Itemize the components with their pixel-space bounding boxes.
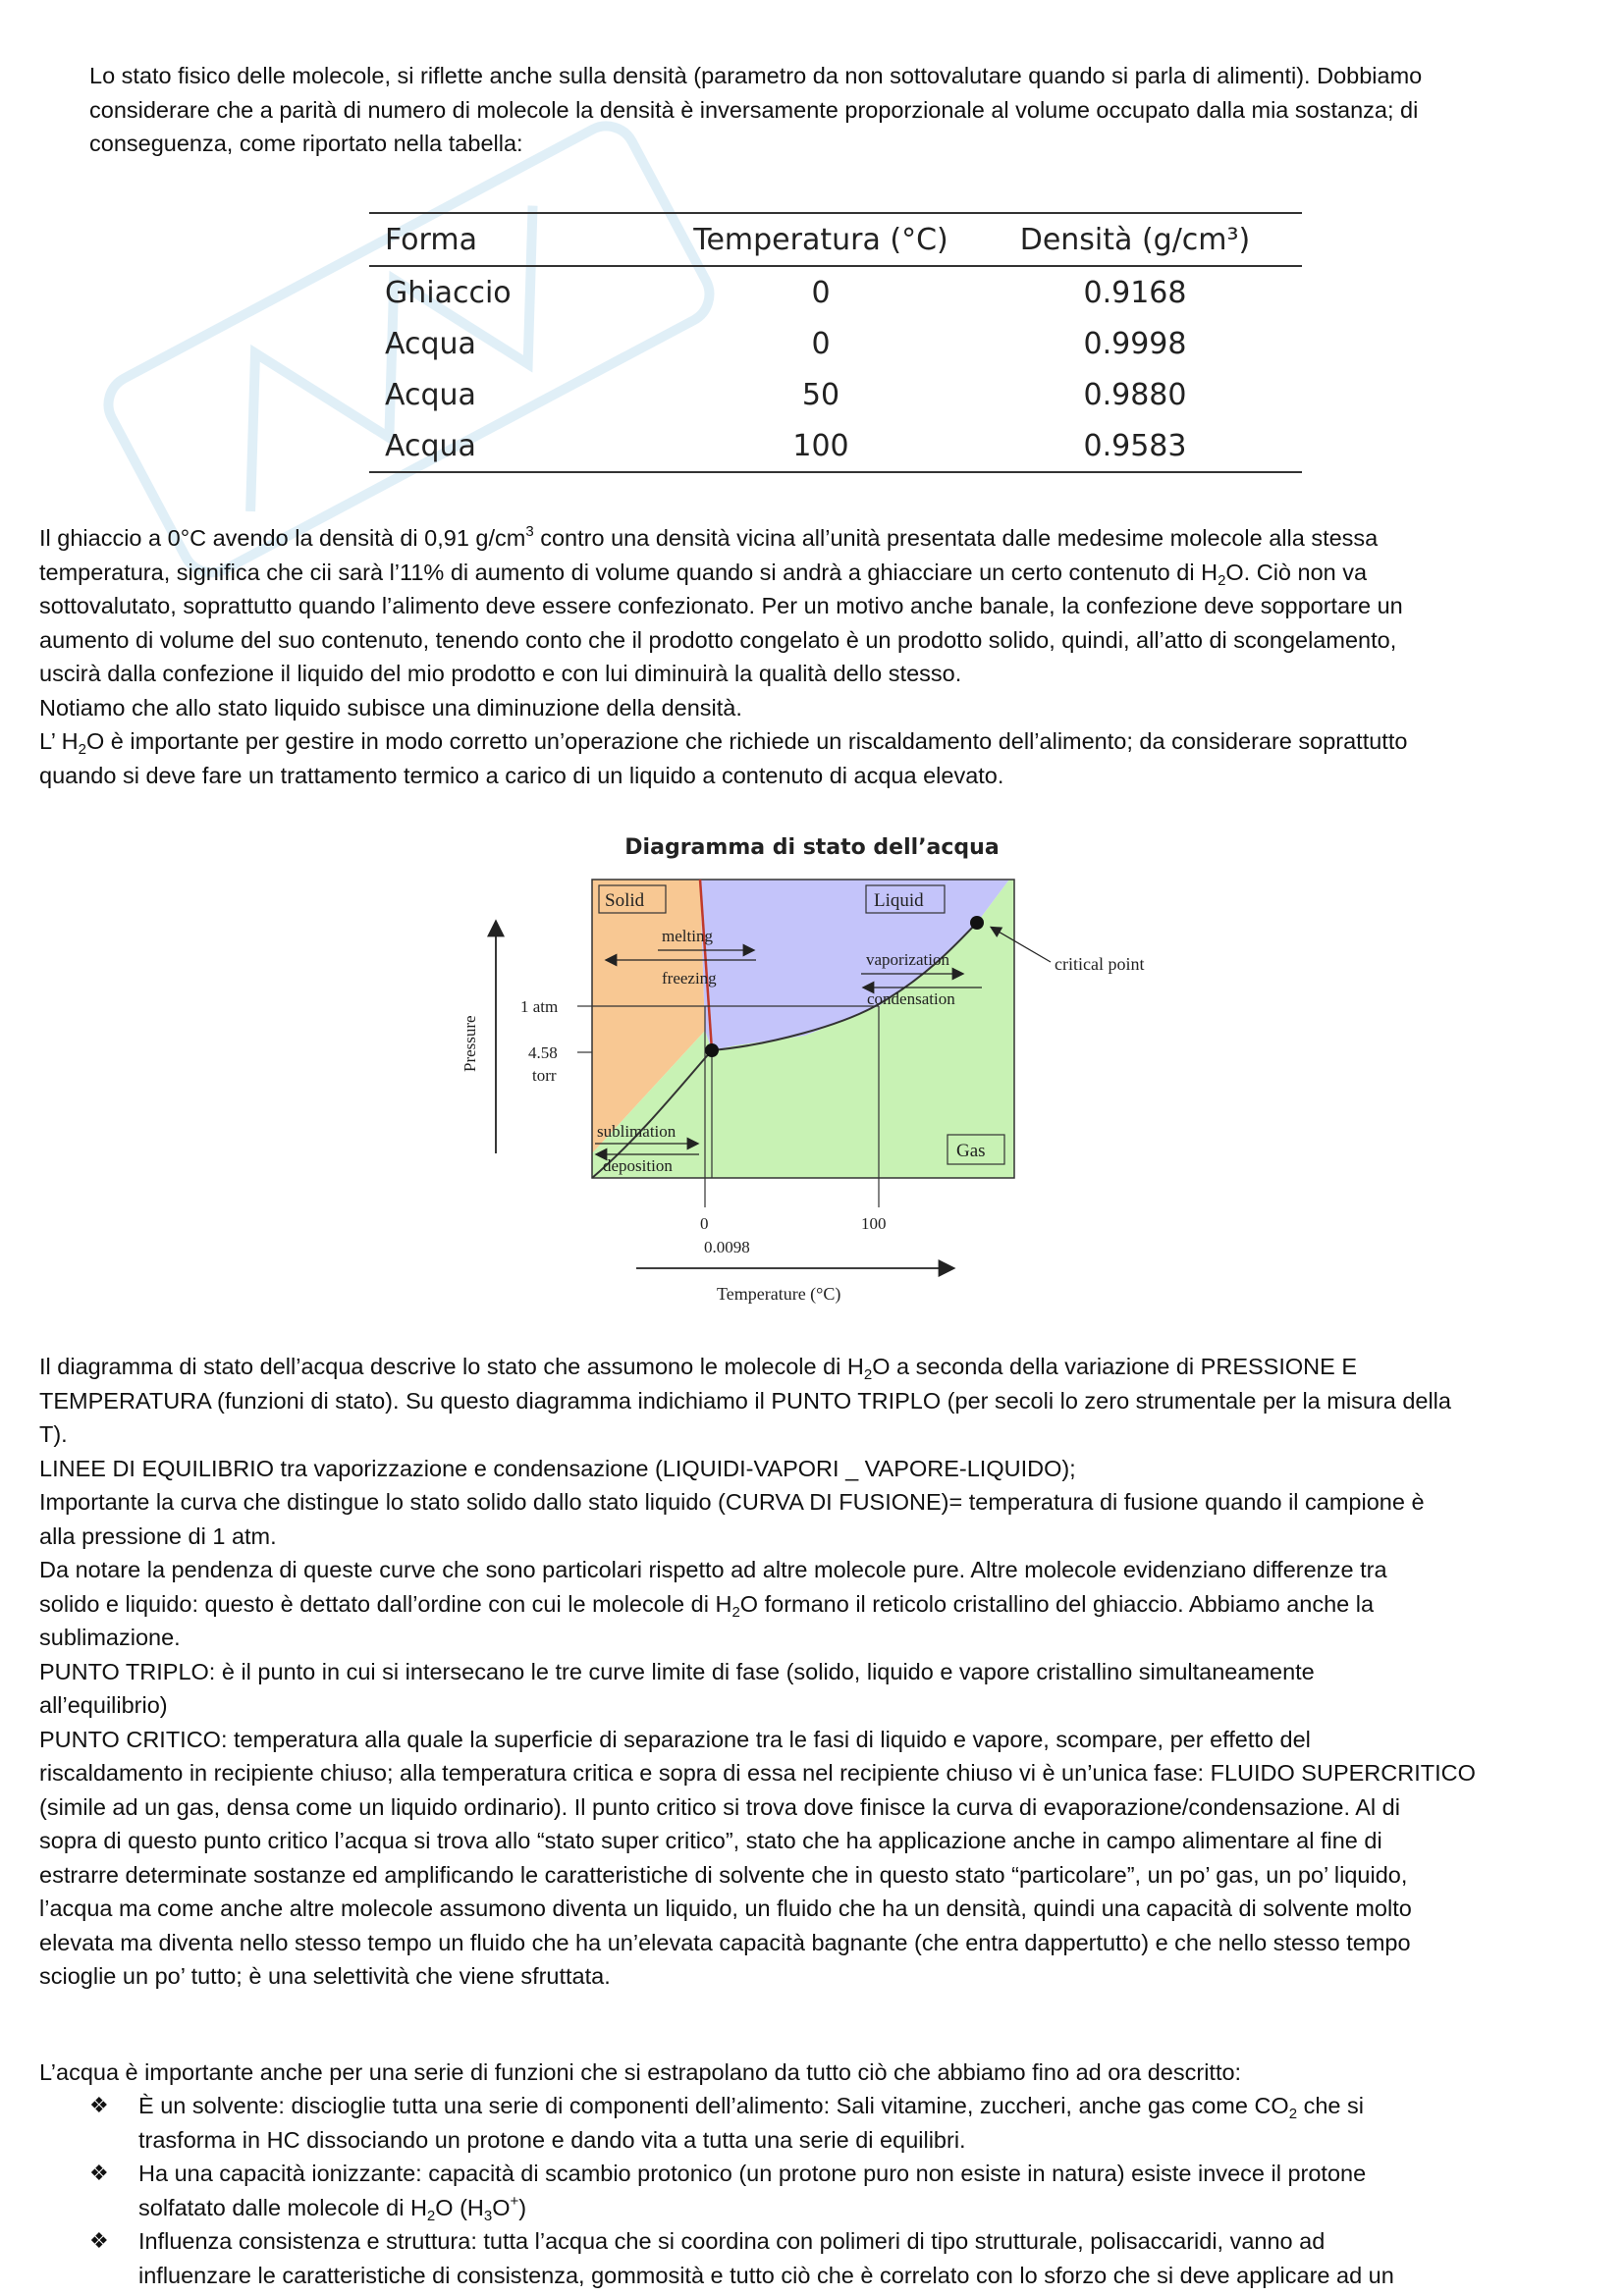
deposition-label: deposition — [603, 1156, 673, 1175]
diamond-bullet-icon: ❖ — [89, 2161, 109, 2185]
text-line: Influenza consistenza e struttura: tutta l’acqua che si coordina con polimeri di tipo strutturale, polisaccaridi, vanno ad — [138, 2228, 1326, 2254]
critical-point-label: critical point — [1055, 954, 1145, 974]
cell-densita: 0.9168 — [1083, 275, 1187, 310]
text-line: influenzare le caratteristiche di consistenza, gommosità e tutto ciò che è correlato con lo sforzo che si deve applicare ad un — [138, 2262, 1394, 2288]
text-line: TEMPERATURA (funzioni di stato). Su questo diagramma indichiamo il PUNTO TRIPLO (per secoli lo zero strumentale per la misura della — [39, 1387, 1451, 1414]
text-line: considerare che a parità di numero di molecole la densità è inversamente proporzionale al volume occupato dalla mia sostanza; di — [89, 96, 1419, 123]
temperature-axis-label: Temperature (°C) — [717, 1284, 841, 1304]
solid-label: Solid — [605, 890, 645, 911]
sublimation-label: sublimation — [597, 1122, 677, 1141]
text-line: PUNTO TRIPLO: è il punto in cui si intersecano le tre curve limite di fase (solido, liquido e vapore cristallino simultaneamente — [39, 1658, 1315, 1684]
cell-temperatura: 50 — [801, 377, 840, 412]
text-line: PUNTO CRITICO: temperatura alla quale la superficie di separazione tra le fasi di liquido e vapore, scompare, per effetto del — [39, 1726, 1311, 1752]
text-line: È un solvente: discioglie tutta una serie di componenti dell’alimento: Sali vitamine, zuccheri, anche gas come $CO_2$ che si — [138, 2093, 1364, 2122]
text-line: sopra di questo punto critico l’acqua si trova allo “stato super critico”, stato che ha applicazione anche in campo alimentare al fine di — [39, 1828, 1382, 1853]
x-tick-0-0098: 0.0098 — [704, 1238, 750, 1256]
condensation-label: condensation — [867, 989, 955, 1008]
cell-forma: Acqua — [385, 428, 476, 463]
text-line: L’ $H_2O$ è importante per gestire in modo corretto un’operazione che richiede un riscaldamento dell’alimento; da considerare soprattutto — [39, 728, 1408, 758]
text-line: riscaldamento in recipiente chiuso; alla temperatura critica e sopra di essa nel recipiente chiuso vi è un’unica fase: FLUIDO SUPERCRITICO — [39, 1760, 1476, 1786]
table-row — [369, 266, 1302, 318]
pressure-axis-label: Pressure — [460, 1015, 479, 1072]
text-line: scioglie un po’ tutto; è una selettività che viene sfruttata. — [39, 1963, 611, 1989]
text-line: uscirà dalla confezione il liquido del mio prodotto e con lui diminuirà la qualità dello stesso. — [39, 661, 962, 686]
phase-diagram — [432, 825, 1218, 1315]
table-row — [369, 369, 1302, 420]
table-header-row — [369, 213, 1302, 266]
functions-intro — [39, 2056, 1581, 2090]
text-line: Ha una capacità ionizzante: capacità di scambio protonico (un protone puro non esiste in natura) esiste invece il protone — [138, 2161, 1367, 2186]
text-line: Lo stato fisico delle molecole, si riflette anche sulla densità (parametro da non sottovalutare quando si parla di alimenti). Dobbiamo — [89, 63, 1423, 88]
cell-densita: 0.9880 — [1083, 377, 1187, 412]
column-header-densita: Densità (g/cm³) — [1019, 222, 1251, 257]
melting-label: melting — [662, 927, 713, 945]
column-header-temperatura: Temperatura (°C) — [693, 222, 948, 257]
list-item — [89, 2224, 1543, 2292]
cell-forma: Ghiaccio — [385, 275, 512, 310]
text-line: solfatato dalle molecole di $H_2O$ $(H_3O^+)$ — [138, 2192, 527, 2224]
cell-densita: 0.9998 — [1083, 326, 1187, 361]
x-tick-100: 100 — [861, 1214, 887, 1233]
text-line: elevata ma diventa nello stesso tempo un fluido che ha un’elevata capacità bagnante (che entra dappertutto) e che nello stesso tempo — [39, 1929, 1411, 1955]
freezing-label: freezing — [662, 969, 717, 988]
text-line: L’acqua è importante anche per una serie di funzioni che si estrapolano da tutto ciò che abbiamo fino ad ora descritto: — [39, 2059, 1242, 2085]
torr-value-label: 4.58 — [528, 1043, 558, 1062]
cell-forma: Acqua — [385, 377, 476, 412]
x-tick-0: 0 — [700, 1214, 709, 1233]
diagram-title: Diagramma di stato dell’acqua — [624, 835, 1000, 860]
text-line: sublimazione. — [39, 1625, 181, 1650]
text-line: l’acqua ma come anche altre molecole assumono diventa un liquido, un fluido che ha un densità, quindi una capacità di solvente molto — [39, 1896, 1412, 1921]
text-line: alla pressione di 1 atm. — [39, 1522, 277, 1549]
gas-label: Gas — [956, 1141, 986, 1161]
text-line: T). — [39, 1421, 68, 1447]
table-row — [369, 420, 1302, 472]
text-line: Da notare la pendenza di queste curve che sono particolari rispetto ad altre molecole pure. Altre molecole evidenziano differenze tra — [39, 1557, 1387, 1582]
text-line: all’equilibrio) — [39, 1692, 168, 1718]
table-row — [369, 318, 1302, 369]
water-functions-list — [89, 2089, 1543, 2292]
cell-temperatura: 0 — [811, 275, 831, 310]
cell-temperatura: 100 — [792, 428, 849, 463]
cell-forma: Acqua — [385, 326, 476, 361]
text-line: temperatura, significa che cii sarà l’11% di aumento di volume quando si andrà a ghiacciare un certo contenuto di $H_2O$. Ciò non va — [39, 559, 1368, 589]
text-line: Notiamo che allo stato liquido subisce una diminuzione della densità. — [39, 694, 742, 721]
list-item — [89, 2157, 1543, 2224]
one-atm-label: 1 atm — [520, 997, 559, 1016]
text-line: Il diagramma di stato dell’acqua descrive lo stato che assumono le molecole di $H_2O$ a seconda della variazione di PRESSIONE E — [39, 1354, 1358, 1383]
phase-diagram-paragraph — [39, 1350, 1581, 1994]
liquid-label: Liquid — [874, 890, 924, 911]
text-line: sottovalutato, soprattutto quando l’alimento deve essere confezionato. Per un motivo anche banale, la confezione deve sopportare un — [39, 593, 1403, 618]
density-table — [369, 212, 1302, 473]
diamond-bullet-icon: ❖ — [89, 2093, 109, 2117]
text-line: (simile ad un gas, densa come un liquido ordinario). Il punto critico si trova dove finisce la curva di evaporazione/condensazione. Al di — [39, 1793, 1400, 1820]
cell-densita: 0.9583 — [1083, 428, 1187, 463]
critical-point — [970, 916, 984, 930]
text-line: quando si deve fare un trattamento termico a carico di un liquido a contenuto di acqua elevato. — [39, 762, 1004, 788]
torr-unit-label: torr — [532, 1066, 557, 1085]
text-line: aumento di volume del suo contenuto, tenendo conto che il prodotto congelato è un prodotto solido, quindi, all’atto di scongelamento, — [39, 626, 1397, 653]
text-line: estrarre determinate sostanze ed amplificando le caratteristiche di solvente che in questo stato “particolare”, un po’ gas, un po’ liquido, — [39, 1861, 1408, 1888]
column-header-forma: Forma — [385, 222, 477, 257]
text-line: conseguenza, come riportato nella tabella: — [89, 131, 523, 156]
diamond-bullet-icon: ❖ — [89, 2228, 109, 2253]
text-line: solido e liquido: questo è dettato dall’ordine con cui le molecole di $H_2O$ formano il reticolo cristallino del ghiaccio. Abbiamo anche la — [39, 1590, 1375, 1621]
intro-paragraph — [89, 59, 1562, 161]
vaporization-label: vaporization — [866, 950, 949, 969]
text-line: LINEE DI EQUILIBRIO tra vaporizzazione e condensazione (LIQUIDI-VAPORI _ VAPORE-LIQUIDO); — [39, 1455, 1076, 1481]
list-item — [89, 2089, 1543, 2157]
text-line: Importante la curva che distingue lo stato solido dallo stato liquido (CURVA DI FUSIONE)= temperatura di fusione quando il campione è — [39, 1489, 1425, 1515]
text-line: trasforma in HC dissociando un protone e dando vita a tutta una serie di equilibri. — [138, 2126, 966, 2153]
triple-point — [705, 1043, 719, 1057]
cell-temperatura: 0 — [811, 326, 831, 361]
text-line: Il ghiaccio a 0°C avendo la densità di 0,91 $g/cm^3$ contro una densità vicina all’unità presentata dalle medesime molecole alla stessa — [39, 523, 1379, 551]
density-paragraph — [39, 521, 1581, 792]
